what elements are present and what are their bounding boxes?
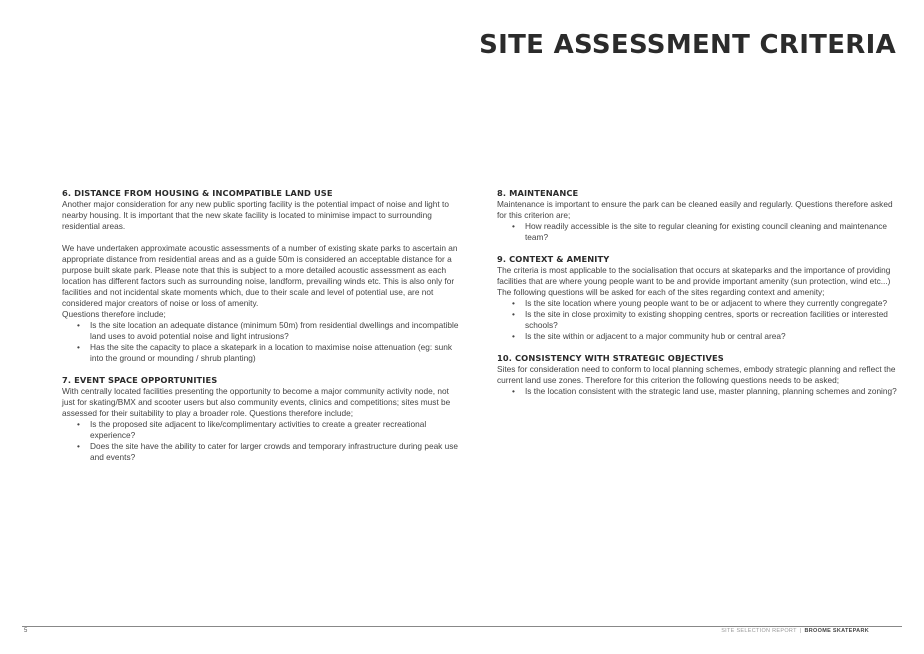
page-number: 5	[24, 628, 28, 634]
bullet-icon: •	[512, 309, 515, 319]
question-item	[512, 298, 899, 309]
section-heading: 7. EVENT SPACE OPPORTUNITIES	[62, 375, 218, 385]
question-text: Is the site location an adequate distance (minimum 50m) from residential dwellings and incompatible land uses to avoid potential noise and light intrusions?	[90, 320, 459, 341]
bullet-icon: •	[77, 320, 80, 330]
report-title: SITE SELECTION REPORT	[721, 628, 797, 634]
section-paragraph: With centrally located facilities presenting the opportunity to become a major community activity node, not just for skating/BMX and scooter users but also community events, clinics and competitions; sites must be assessed for their suitability to play a broader role. Questions therefore include;	[62, 386, 451, 418]
criteria-section	[62, 375, 464, 463]
question-list	[497, 386, 899, 397]
question-list	[497, 298, 899, 342]
criteria-section	[497, 188, 899, 243]
question-item	[77, 342, 464, 364]
question-list	[62, 419, 464, 463]
question-text: Is the proposed site adjacent to like/complimentary activities to create a greater recreational experience?	[90, 419, 427, 440]
questions-lead: Questions therefore include;	[62, 309, 166, 319]
bullet-icon: •	[77, 441, 80, 451]
section-heading: 8. MAINTENANCE	[497, 188, 579, 198]
section-paragraph: Sites for consideration need to conform to local planning schemes, embody strategic planning and reflect the current land use zones. Therefore for this criterion the following questions needs to be asked;	[497, 364, 896, 385]
question-text: Has the site the capacity to place a skatepark in a location to maximise noise attenuation (eg: sunk into the ground or mounding / shrub planting)	[90, 342, 453, 363]
section-heading: 6. DISTANCE FROM HOUSING & INCOMPATIBLE LAND USE	[62, 188, 333, 198]
footer-report-label	[721, 628, 869, 634]
question-item	[77, 441, 464, 463]
question-text: Is the site within or adjacent to a major community hub or central area?	[525, 331, 786, 341]
question-item	[512, 386, 899, 397]
question-list	[62, 320, 464, 364]
footer-separator: |	[799, 628, 802, 634]
bullet-icon: •	[77, 419, 80, 429]
section-paragraph: The criteria is most applicable to the socialisation that occurs at skateparks and the importance of providing facilities that are where young people want to be and provide important amenity (sun protection, wind etc...) The following questions will be asked for each of the sites regarding context and amenity;	[497, 265, 891, 297]
question-item	[77, 419, 464, 441]
question-list	[497, 221, 899, 243]
bullet-icon: •	[512, 386, 515, 396]
question-item	[512, 221, 899, 243]
project-name: BROOME SKATEPARK	[804, 628, 869, 634]
left-column	[62, 188, 464, 474]
question-item	[512, 309, 899, 331]
question-item	[512, 331, 899, 342]
criteria-section	[62, 188, 464, 364]
criteria-section	[497, 353, 899, 397]
footer-divider	[22, 626, 902, 627]
bullet-icon: •	[77, 342, 80, 352]
question-text: Is the site in close proximity to existing shopping centres, sports or recreation facilities or interested schools?	[525, 309, 888, 330]
section-paragraph: We have undertaken approximate acoustic assessments of a number of existing skate parks to ascertain an appropriate distance from residential areas and as a guide 50m is considered an acceptable distance for a purpose built skate park. Please note that this is subject to a more detailed acoustic assessment as each location has different factors such as surrounding noise, landform, prevailing winds etc. This is also only for facilities and not incidental skate moments which, due to their scale and level of potential use, are not considered major creators of noise or loss of amenity.	[62, 243, 458, 308]
section-heading: 10. CONSISTENCY WITH STRATEGIC OBJECTIVES	[497, 353, 724, 363]
bullet-icon: •	[512, 331, 515, 341]
section-paragraph: Another major consideration for any new public sporting facility is the potential impact of noise and light to nearby housing. It is important that the new skate facility is located to minimise impact to surrounding residential areas.	[62, 199, 449, 231]
question-text: Does the site have the ability to cater for larger crowds and temporary infrastructure during peak use and events?	[90, 441, 459, 462]
right-column	[497, 188, 899, 408]
question-text: Is the location consistent with the strategic land use, master planning, planning schemes and zoning?	[525, 386, 897, 396]
bullet-icon: •	[512, 221, 515, 231]
criteria-section	[497, 254, 899, 342]
page-title: SITE ASSESSMENT CRITERIA	[479, 30, 896, 60]
section-heading: 9. CONTEXT & AMENITY	[497, 254, 610, 264]
bullet-icon: •	[512, 298, 515, 308]
question-item	[77, 320, 464, 342]
section-paragraph: Maintenance is important to ensure the park can be cleaned easily and regularly. Questions therefore asked for this criterion are;	[497, 199, 893, 220]
question-text: Is the site location where young people want to be or adjacent to where they currently congregate?	[525, 298, 888, 308]
question-text: How readily accessible is the site to regular cleaning for existing council cleaning and maintenance team?	[525, 221, 888, 242]
